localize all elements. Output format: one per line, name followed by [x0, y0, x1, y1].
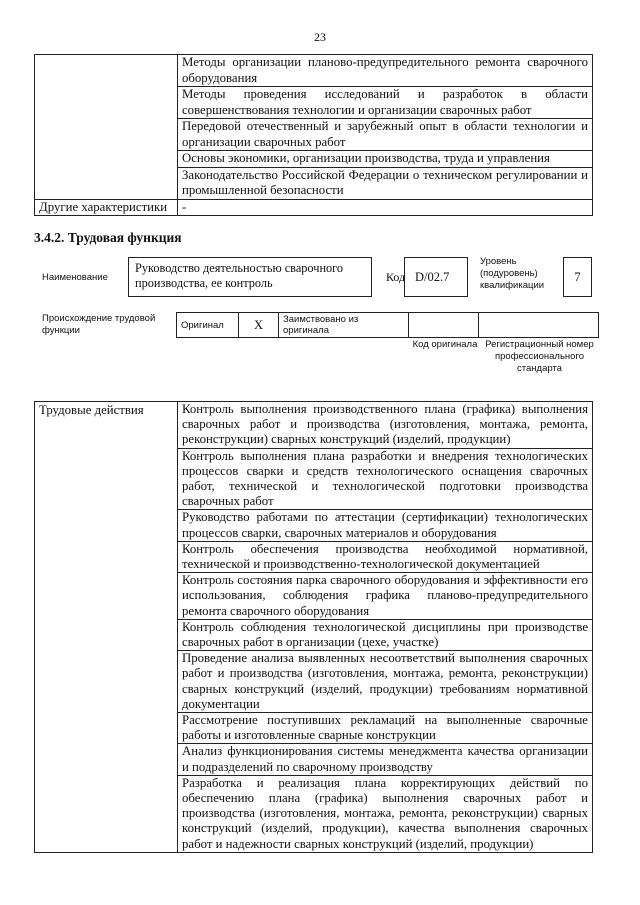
origin-label: Происхождение трудовой функции — [42, 313, 156, 336]
labor-action-item: Контроль выполнения производственного плана (графика) выполнения сварочных работ и производства (изготовления, монтажа, ремонта, реконструкции) сварных конструкций (изделий, продукции) — [178, 402, 593, 449]
table-row — [35, 167, 593, 199]
labor-action-item: Контроль выполнения плана разработки и внедрения технологических процессов сварки и средств технологического оснащения сварочных работ, технической и технологической подготовки производства сварочных работ — [178, 448, 593, 510]
table-row — [35, 199, 593, 216]
table-row — [35, 151, 593, 168]
labor-action-item: Контроль обеспечения производства необходимой нормативной, технической и производственно-технологической документацией — [178, 541, 593, 572]
labor-actions-table — [34, 401, 593, 853]
function-code-box: D/02.7 — [404, 257, 468, 297]
empty-cell — [35, 87, 178, 119]
qualification-level-box: 7 — [563, 257, 592, 297]
knowledge-item: Методы организации планово-предупредительного ремонта сварочного оборудования — [178, 55, 593, 87]
labor-action-item: Анализ функционирования системы менеджмента качества организации и подразделений по сварочному производству — [178, 744, 593, 775]
borrowed-label: Заимствовано из оригинала — [279, 313, 409, 338]
knowledge-item: Законодательство Российской Федерации о техническом регулировании и промышленной безопасности — [178, 167, 593, 199]
knowledge-table — [34, 54, 593, 216]
empty-cell — [35, 151, 178, 168]
other-characteristics-label: Другие характеристики — [35, 199, 178, 216]
empty-cell — [35, 55, 178, 87]
empty-cell — [35, 119, 178, 151]
labor-action-item: Разработка и реализация плана корректирующих действий по обеспечению плана (графика) выполнения сварочных работ и производства (изготовления, монтажа, ремонта, реконструкции) сварных конструкций (изделий, продукции), качества выполнения сварочных работ и надежности сварных конструкций (изделий, продукции) — [178, 775, 593, 852]
page-number: 23 — [314, 30, 326, 44]
labor-actions-label: Трудовые действия — [35, 402, 178, 853]
knowledge-item: Передовой отечественный и зарубежный опыт в области технологии и организации сварочных работ — [178, 119, 593, 151]
section-heading: 3.4.2. Трудовая функция — [34, 230, 182, 245]
original-mark: X — [239, 313, 279, 338]
table-row — [35, 402, 593, 449]
original-label: Оригинал — [177, 313, 239, 338]
empty-cell — [35, 167, 178, 199]
registration-number-cell — [479, 313, 599, 338]
function-name-box: Руководство деятельностью сварочного производства, ее контроль — [128, 257, 372, 297]
table-row — [35, 119, 593, 151]
labor-action-item: Контроль соблюдения технологической дисциплины при производстве сварочных работ в организации (цехе, участке) — [178, 619, 593, 650]
table-row — [177, 313, 599, 338]
knowledge-item: Основы экономики, организации производства, труда и управления — [178, 151, 593, 168]
qualification-level-label: Уровень (подуровень) квалификации — [480, 256, 545, 291]
labor-action-item: Контроль состояния парка сварочного оборудования и эффективности его использования, соблюдения графика планово-предупредительного ремонта сварочного оборудования — [178, 573, 593, 620]
knowledge-item: Методы проведения исследований и разработок в области совершенствования технологии и организации сварочных работ — [178, 87, 593, 119]
original-code-caption: Код оригинала — [412, 339, 478, 350]
labor-action-item: Руководство работами по аттестации (сертификации) технологических процессов сварки, сварочных материалов и оборудования — [178, 510, 593, 541]
origin-table — [176, 312, 599, 338]
other-characteristics-value: - — [178, 199, 593, 216]
registration-number-caption: Регистрационный номер профессионального стандарта — [485, 339, 594, 374]
original-code-cell — [409, 313, 479, 338]
table-row — [35, 55, 593, 87]
labor-action-item: Рассмотрение поступивших рекламаций на выполненные сварочные работы и изготовленные сварные конструкции — [178, 713, 593, 744]
table-row — [35, 87, 593, 119]
code-label: Код — [386, 270, 406, 284]
name-label: Наименование — [42, 272, 108, 283]
labor-action-item: Проведение анализа выявленных несоответствий выполнения сварочных работ и производства (изготовления, монтажа, ремонта, реконструкции) сварных конструкций (изделий, продукции) требованиям нормативной документации — [178, 651, 593, 713]
